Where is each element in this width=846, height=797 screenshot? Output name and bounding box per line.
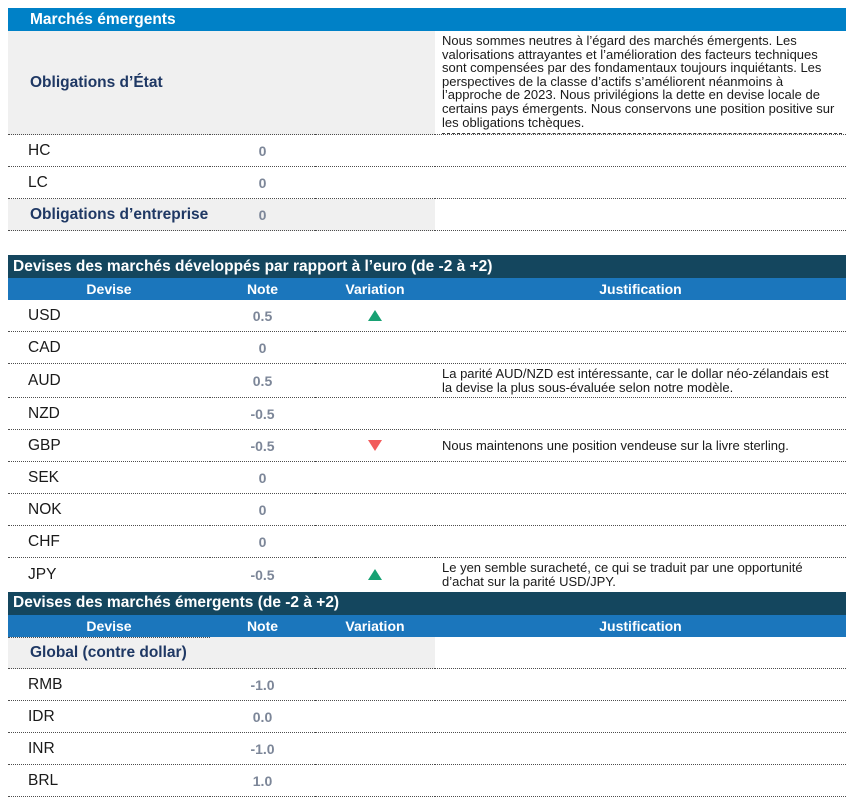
section-developed-fx: [8, 255, 846, 591]
variation-cell: [315, 31, 435, 135]
note-cell: 0.0: [252, 708, 273, 725]
justification-cell: [435, 398, 846, 430]
data-row: [8, 398, 846, 430]
data-row: [8, 558, 846, 592]
subheader-row: [8, 199, 846, 231]
currency-label-cell: USD: [28, 306, 61, 324]
data-row: [8, 526, 846, 558]
currency-label-cell: JPY: [28, 565, 57, 583]
developed-fx-title: Devises des marchés développés par rapport à l’euro (de -2 à +2): [13, 257, 493, 275]
justification-cell: [435, 494, 846, 526]
justification-cell: [435, 31, 846, 135]
currency-label-cell: CAD: [28, 338, 61, 356]
note-cell: -1.0: [250, 740, 275, 757]
variation-cell: [315, 733, 435, 765]
justification-cell: [435, 199, 846, 231]
variation-cell: [315, 167, 435, 199]
currency-label-cell: NZD: [28, 404, 60, 422]
emerging-bonds-title-bar: [8, 8, 846, 31]
section-emerging-fx: [8, 592, 846, 797]
note-cell: -1.0: [250, 676, 275, 693]
justification-cell: [435, 701, 846, 733]
variation-cell: [315, 398, 435, 430]
variation-cell: [315, 765, 435, 797]
variation-cell: [315, 199, 435, 231]
variation-cell: [315, 637, 435, 669]
note-cell: 0: [258, 142, 267, 159]
asset-label-cell: HC: [28, 141, 51, 159]
data-row: [8, 135, 846, 167]
justification-cell: [435, 733, 846, 765]
note-cell: -0.5: [250, 405, 275, 422]
note-cell: 0: [258, 501, 267, 518]
variation-cell: [315, 494, 435, 526]
column-header-note: Note: [210, 615, 315, 638]
data-row: [8, 332, 846, 364]
variation-cell: [315, 558, 435, 592]
data-row: [8, 765, 846, 797]
variation-cell: [315, 669, 435, 701]
column-header-row: [8, 615, 846, 638]
justification-cell: Le yen semble suracheté, ce qui se traduit par une opportunité d’achat sur la parité USD/JPY.: [442, 560, 803, 589]
justification-cell: [435, 167, 846, 199]
up-triangle-icon: [368, 569, 382, 580]
emerging-bonds-title: Marchés émergents: [30, 10, 176, 28]
down-triangle-icon: [368, 440, 382, 451]
currency-label-cell: BRL: [28, 771, 59, 789]
justification-text: Nous sommes neutres à l’égard des marchés émergents. Les valorisations attrayantes et l’amélioration des facteurs techniques sont compensées par des fondamentaux toujours inquiétants. Les perspectives de la classe d’actifs s’améliorent néanmoins à l’approche de 2023. Nous privilégions la dette en devise locale de certains pays émergents. Nous conservons une position positive sur les obligations tchèques.: [442, 31, 842, 134]
developed-fx-title-bar: [8, 255, 846, 278]
variation-cell: [315, 135, 435, 167]
currency-label-cell: INR: [28, 739, 55, 757]
column-header-justification: Justification: [435, 615, 846, 638]
asset-label-cell: Obligations d’entreprise: [8, 199, 210, 231]
emerging-fx-title: Devises des marchés émergents (de -2 à +2): [13, 594, 340, 612]
currency-label-cell: CHF: [28, 532, 60, 550]
variation-cell: [315, 300, 435, 332]
variation-cell: [315, 430, 435, 462]
data-row: [8, 300, 846, 332]
data-row: [8, 733, 846, 765]
variation-cell: [315, 701, 435, 733]
currency-label-cell: Global (contre dollar): [8, 637, 210, 669]
justification-cell: Nous maintenons une position vendeuse sur la livre sterling.: [442, 438, 789, 454]
note-cell: 0.5: [252, 307, 273, 324]
up-triangle-icon: [368, 310, 382, 321]
justification-cell: [435, 765, 846, 797]
variation-cell: [315, 462, 435, 494]
column-header-variation: Variation: [315, 278, 435, 300]
justification-cell: [435, 526, 846, 558]
column-header-devise: Devise: [8, 278, 210, 300]
currency-label-cell: AUD: [28, 371, 61, 389]
data-row: [8, 494, 846, 526]
variation-cell: [315, 332, 435, 364]
justification-cell: [435, 332, 846, 364]
note-cell: [210, 31, 315, 135]
justification-cell: [435, 300, 846, 332]
note-cell: 0: [258, 533, 267, 550]
column-header-devise: Devise: [8, 615, 210, 638]
subheader-row: [8, 31, 846, 135]
column-header-justification: Justification: [435, 278, 846, 300]
currency-label-cell: SEK: [28, 468, 60, 486]
emerging-bonds-table: [8, 31, 846, 231]
data-row: [8, 430, 846, 462]
emerging-fx-table: [8, 615, 846, 797]
currency-label-cell: RMB: [28, 675, 63, 693]
note-cell: -0.5: [250, 566, 275, 583]
note-cell: 0: [258, 174, 267, 191]
variation-cell: [315, 526, 435, 558]
section-spacer: [8, 231, 846, 255]
column-header-row: [8, 278, 846, 300]
variation-cell: [315, 364, 435, 398]
justification-cell: [435, 462, 846, 494]
note-cell: 0.5: [252, 372, 273, 389]
data-row: [8, 167, 846, 199]
note-cell: -0.5: [250, 437, 275, 454]
justification-cell: La parité AUD/NZD est intéressante, car le dollar néo-zélandais est la devise la plus sous-évaluée selon notre modèle.: [442, 366, 829, 395]
data-row: [8, 701, 846, 733]
data-row: [8, 462, 846, 494]
note-cell: [210, 637, 315, 669]
column-header-variation: Variation: [315, 615, 435, 638]
asset-label-cell: Obligations d’État: [8, 31, 210, 135]
data-row: [8, 669, 846, 701]
justification-cell: [435, 637, 846, 669]
note-cell: 0: [258, 339, 267, 356]
emerging-fx-title-bar: [8, 592, 846, 615]
note-cell: 0: [210, 199, 315, 231]
currency-label-cell: IDR: [28, 707, 55, 725]
currency-label-cell: NOK: [28, 500, 62, 518]
asset-label-cell: LC: [28, 173, 48, 191]
currency-label-cell: GBP: [28, 436, 61, 454]
note-cell: 1.0: [252, 772, 273, 789]
section-emerging-bonds: [8, 8, 846, 231]
justification-cell: [435, 135, 846, 167]
column-header-note: Note: [210, 278, 315, 300]
developed-fx-table: [8, 278, 846, 591]
note-cell: 0: [258, 469, 267, 486]
subheader-row: [8, 637, 846, 669]
justification-cell: [435, 669, 846, 701]
data-row: [8, 364, 846, 398]
